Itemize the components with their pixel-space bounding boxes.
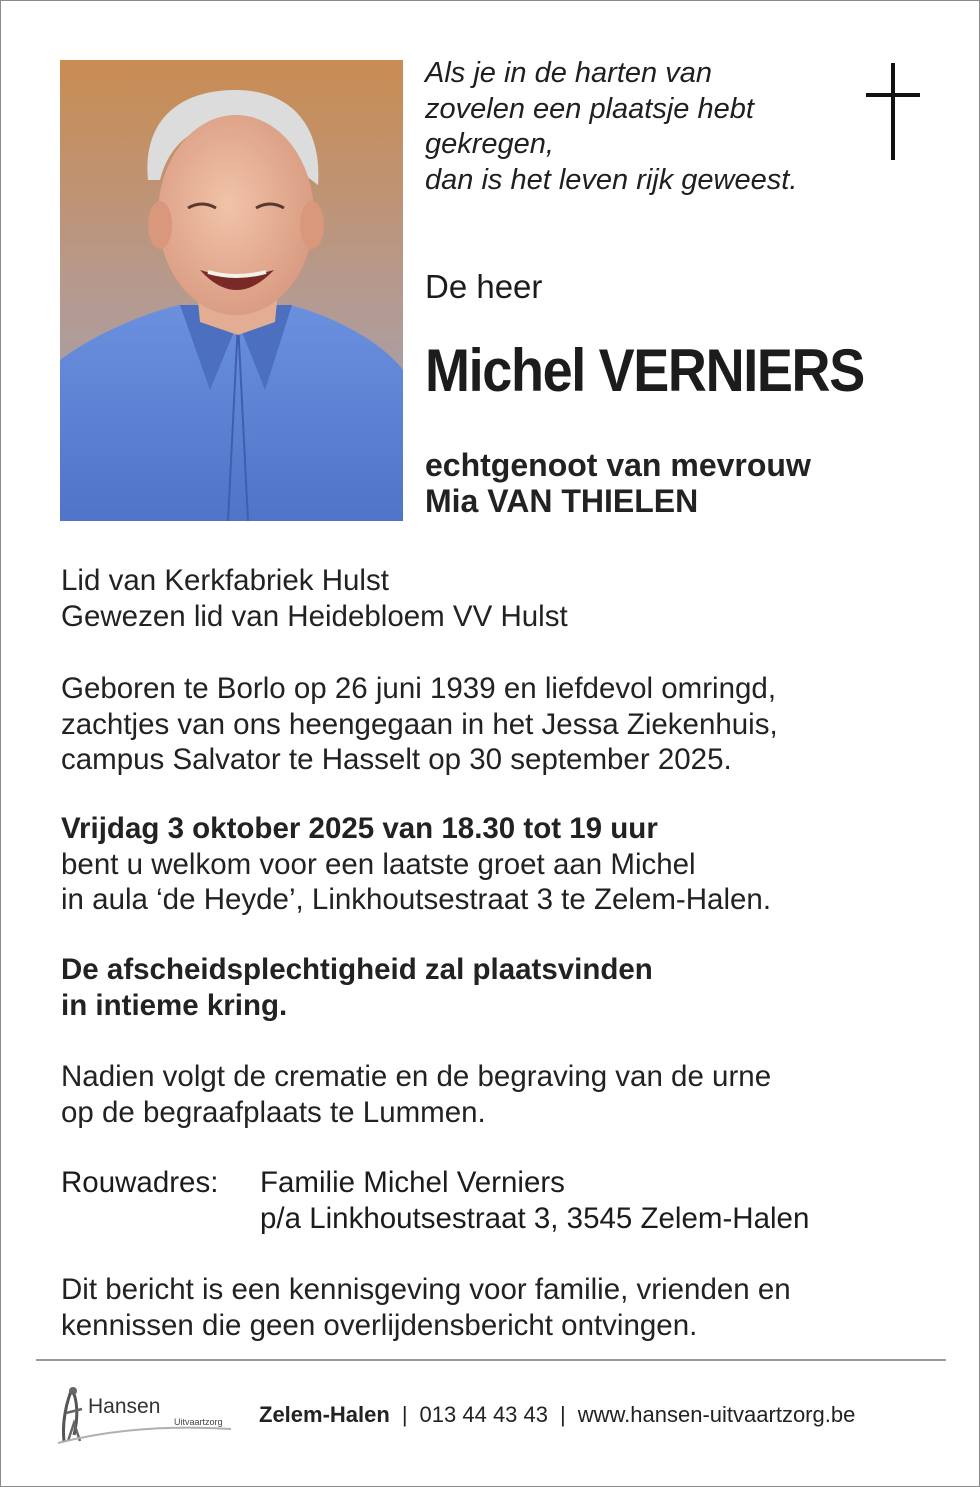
poem-line: gekregen, bbox=[425, 128, 554, 160]
poem bbox=[425, 56, 797, 198]
membership-line: Lid van Kerkfabriek Hulst bbox=[61, 564, 389, 597]
text-line: in intieme kring. bbox=[61, 988, 288, 1022]
text-line: in aula ‘de Heyde’, Linkhoutsestraat 3 te Zelem-Halen. bbox=[61, 883, 772, 916]
text-line: Nadien volgt de crematie en de begraving van de urne bbox=[61, 1060, 772, 1093]
visitation-heading: Vrijdag 3 oktober 2025 van 18.30 tot 19 uur bbox=[61, 812, 658, 845]
spouse-name: Mia VAN THIELEN bbox=[425, 483, 699, 519]
logo-name: Hansen bbox=[88, 1395, 161, 1418]
text-line: kennissen die geen overlijdensbericht ontvingen. bbox=[61, 1308, 698, 1342]
deceased-name: Michel VERNIERS bbox=[425, 337, 864, 404]
logo-subtitle: Uitvaartzorg bbox=[174, 1417, 223, 1427]
footer-contact bbox=[259, 1402, 855, 1428]
ceremony-info bbox=[61, 952, 653, 1023]
footer-town: Zelem-Halen bbox=[259, 1402, 390, 1427]
text-line: campus Salvator te Hasselt op 30 september 2025. bbox=[61, 743, 732, 776]
poem-line: dan is het leven rijk geweest. bbox=[425, 163, 798, 196]
poem-line: Als je in de harten van bbox=[425, 57, 712, 89]
address-line: Familie Michel Verniers bbox=[260, 1166, 565, 1199]
cross-icon bbox=[863, 63, 923, 161]
text-line: Dit bericht is een kennisgeving voor familie, vrienden en bbox=[61, 1273, 791, 1306]
poem-line: zovelen een plaatsje hebt bbox=[425, 92, 754, 125]
funeral-home-logo bbox=[56, 1383, 241, 1445]
footer-phone[interactable]: 013 44 43 43 bbox=[419, 1402, 549, 1427]
text-line: Geboren te Borlo op 26 juni 1939 en liefdevol omringd, bbox=[61, 672, 777, 705]
spouse-line: echtgenoot van mevrouw bbox=[425, 447, 811, 483]
footer-website[interactable]: www.hansen-uitvaartzorg.be bbox=[577, 1402, 856, 1427]
birth-death-info bbox=[61, 671, 778, 778]
cremation-info bbox=[61, 1059, 771, 1130]
text-line: bent u welkom voor een laatste groet aan Michel bbox=[61, 847, 696, 881]
address-line: p/a Linkhoutsestraat 3, 3545 Zelem-Halen bbox=[260, 1201, 810, 1235]
visitation-info bbox=[61, 811, 771, 918]
membership-line: Gewezen lid van Heidebloem VV Hulst bbox=[61, 599, 568, 633]
spouse-info bbox=[425, 447, 811, 519]
notice bbox=[61, 1272, 791, 1343]
honorific: De heer bbox=[425, 268, 543, 305]
memberships bbox=[61, 563, 568, 634]
separator: | bbox=[560, 1402, 566, 1427]
text-line: op de begraafplaats te Lummen. bbox=[61, 1095, 486, 1129]
separator: | bbox=[401, 1402, 408, 1427]
divider bbox=[36, 1359, 946, 1361]
mourning-address bbox=[260, 1165, 809, 1236]
portrait-photo bbox=[60, 60, 403, 521]
address-label: Rouwadres: bbox=[61, 1166, 219, 1199]
text-line: De afscheidsplechtigheid zal plaatsvinden bbox=[61, 953, 653, 986]
text-line: zachtjes van ons heengegaan in het Jessa Ziekenhuis, bbox=[61, 707, 778, 741]
